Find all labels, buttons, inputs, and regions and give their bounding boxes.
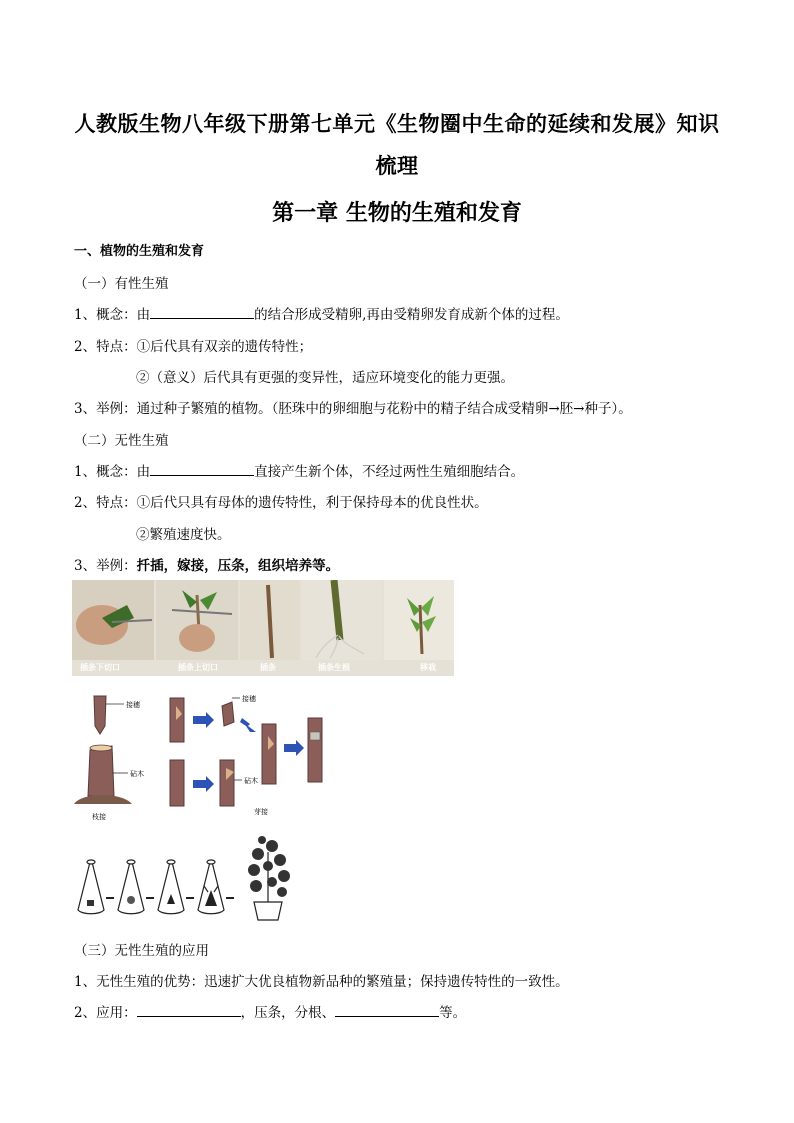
applications-suffix: 等。 bbox=[439, 1005, 467, 1021]
fill-blank[interactable] bbox=[150, 304, 254, 319]
caption-4: 插条生根 bbox=[318, 663, 350, 672]
fill-blank[interactable] bbox=[137, 1002, 241, 1017]
applications-middle: ，压条，分根、 bbox=[240, 1005, 336, 1021]
sexual-feature-1: 2、特点：①后代具有双亲的遗传特性； bbox=[74, 339, 313, 355]
section-heading-plants: 一、植物的生殖和发育 bbox=[74, 244, 205, 259]
document-title-line1: 人教版生物八年级下册第七单元《生物圈中生命的延续和发展》知识 bbox=[74, 112, 720, 136]
arrow-icon bbox=[240, 718, 256, 732]
grafting-illustration bbox=[72, 688, 342, 824]
asexual-example-methods: 扦插，嫁接，压条，组织培养等。 bbox=[136, 558, 340, 574]
caption-5: 移栽 bbox=[420, 663, 436, 672]
caption-1: 插条下切口 bbox=[80, 663, 120, 672]
tissue-culture-diagram bbox=[72, 832, 308, 926]
subsection-asexual-application: （三）无性生殖的应用 bbox=[74, 943, 209, 959]
photo-panel-4 bbox=[302, 580, 382, 660]
photo-panel-1 bbox=[72, 580, 154, 660]
cutting-photos bbox=[72, 580, 454, 676]
fill-blank[interactable] bbox=[150, 461, 254, 476]
asexual-example bbox=[74, 554, 339, 574]
arrow-icon bbox=[284, 740, 304, 756]
label-branch-graft: 枝接 bbox=[92, 813, 106, 821]
tissue-culture-illustration bbox=[72, 832, 308, 922]
fill-blank[interactable] bbox=[335, 1002, 439, 1017]
asexual-feature-2: ②繁殖速度快。 bbox=[136, 527, 231, 543]
photo-panel-2 bbox=[156, 580, 238, 660]
asexual-feature-1: 2、特点：①后代只具有母体的遗传特性，利于保持母本的优良性状。 bbox=[74, 495, 488, 511]
chapter-title: 第一章 生物的生殖和发育 bbox=[272, 201, 522, 226]
sexual-example: 3、举例：通过种子繁殖的植物。（胚珠中的卵细胞与花粉中的精子结合成受精卵→胚→种子）。 bbox=[74, 401, 632, 417]
caption-2: 插条上切口 bbox=[178, 663, 218, 672]
sexual-concept-prefix: 1、概念：由 bbox=[74, 307, 151, 323]
label-scion-right: 接穗 bbox=[242, 695, 256, 703]
sexual-feature-2: ②（意义）后代具有更强的变异性，适应环境变化的能力更强。 bbox=[136, 370, 514, 386]
sexual-concept-suffix: 的结合形成受精卵,再由受精卵发育成新个体的过程。 bbox=[254, 307, 569, 323]
asexual-applications bbox=[74, 1001, 466, 1021]
sexual-concept bbox=[74, 303, 569, 323]
arrow-icon bbox=[193, 712, 214, 728]
asexual-concept-suffix: 直接产生新个体，不经过两性生殖细胞结合。 bbox=[254, 464, 525, 480]
arrow-icon bbox=[193, 776, 214, 792]
photo-panel-5 bbox=[384, 580, 454, 660]
subsection-sexual: （一）有性生殖 bbox=[74, 276, 169, 292]
applications-prefix: 2、应用： bbox=[74, 1005, 137, 1021]
cutting-photo-strip bbox=[72, 580, 454, 680]
label-stock-right: 砧木 bbox=[244, 777, 258, 785]
caption-3: 插条 bbox=[260, 663, 276, 672]
label-bud-graft: 芽接 bbox=[254, 808, 268, 816]
label-scion-left: 接穗 bbox=[126, 701, 140, 709]
photo-panel-3 bbox=[240, 580, 300, 660]
asexual-concept-prefix: 1、概念：由 bbox=[74, 464, 151, 480]
grafting-diagram bbox=[72, 688, 342, 828]
label-stock-left: 砧木 bbox=[130, 770, 144, 778]
asexual-example-prefix: 3、举例： bbox=[74, 558, 137, 574]
document-title-line2: 梳理 bbox=[375, 154, 419, 178]
asexual-advantage: 1、无性生殖的优势：迅速扩大优良植物新品种的繁殖量；保持遗传特性的一致性。 bbox=[74, 974, 569, 990]
asexual-concept bbox=[74, 460, 524, 480]
subsection-asexual: （二）无性生殖 bbox=[74, 433, 169, 449]
